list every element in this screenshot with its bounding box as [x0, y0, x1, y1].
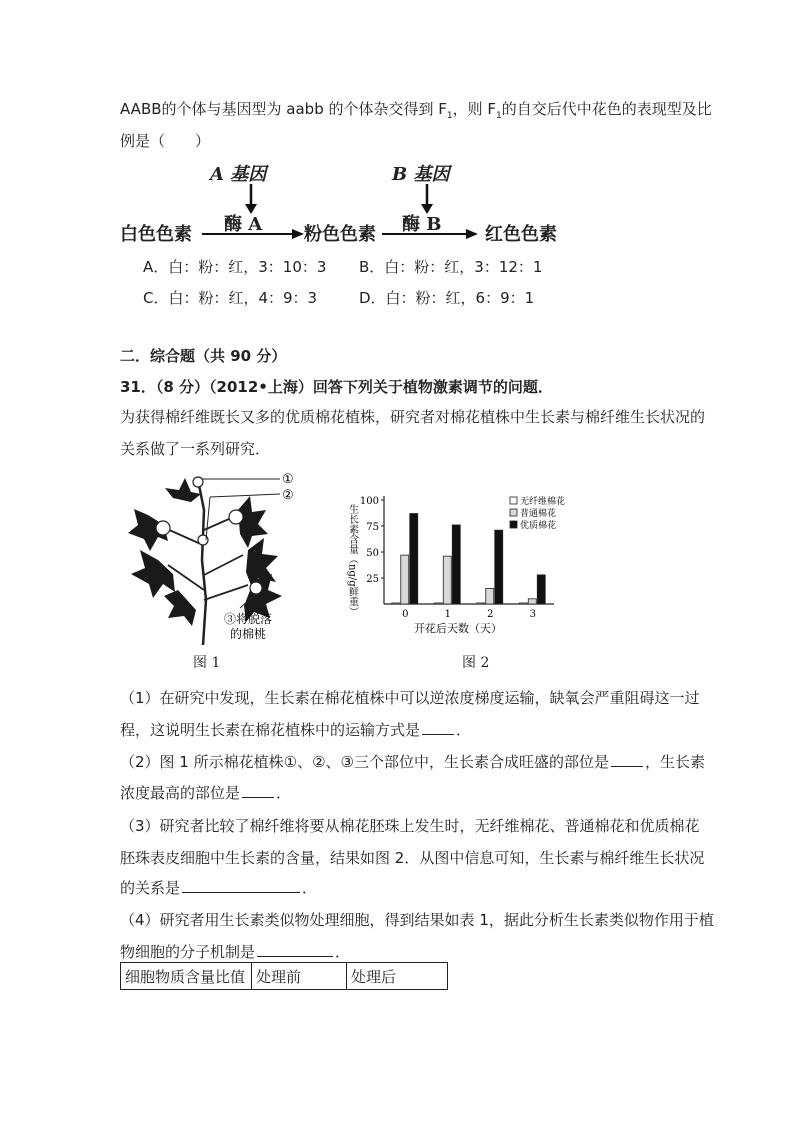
- p2-text-a: （2）图 1 所示棉花植株①、②、③三个部位中，生长素合成旺盛的部位是: [120, 753, 609, 771]
- fig1-mark-1: ①: [282, 472, 294, 487]
- p1-line1: （1）在研究中发现，生长素在棉花植株中可以逆浓度梯度运输，缺氧会严重阻碍这一过: [120, 689, 700, 707]
- period: ．: [335, 943, 351, 961]
- bar-0-1: [434, 603, 442, 604]
- legend: [510, 495, 565, 531]
- gene-a-label: A 基因: [210, 164, 267, 185]
- figure1-cotton-plant: [118, 470, 318, 645]
- bar-0-3: [519, 603, 527, 604]
- y-tick-label: 100: [359, 496, 379, 507]
- bar-0-0: [392, 603, 400, 604]
- x-tick-label: 1: [444, 609, 451, 620]
- p2-line2: [120, 782, 291, 803]
- period: ．: [456, 721, 472, 739]
- table-header-cell: 细胞物质含量比值: [121, 963, 252, 990]
- figure2-label: 图 2: [462, 655, 490, 671]
- legend-swatch: [510, 521, 517, 528]
- option-b[interactable]: B．白：粉：红，3：12：1: [359, 258, 543, 276]
- p2-line1: [120, 751, 705, 772]
- answer-blank-3[interactable]: [242, 783, 274, 798]
- bar-1-3: [528, 599, 536, 604]
- question-stem-line2: 例是（ ）: [120, 132, 211, 150]
- bar-2-3: [537, 575, 545, 604]
- x-tick-label: 3: [529, 609, 536, 620]
- p3-line1: （3）研究者比较了棉纤维将要从棉花胚珠上发生时，无纤维棉花、普通棉花和优质棉花: [120, 817, 700, 835]
- answer-blank-4[interactable]: [182, 878, 300, 893]
- q31-header: 31．（8 分）（2012•上海）回答下列关于植物激素调节的问题．: [120, 378, 553, 396]
- answer-blank-1[interactable]: [422, 720, 454, 735]
- label-line-2: [210, 494, 280, 497]
- legend-label: 无纤维棉花: [520, 497, 566, 507]
- fig1-mark-2: ②: [282, 488, 294, 503]
- subscript-1: 1: [446, 111, 453, 121]
- bar-2-2: [495, 530, 503, 604]
- p3-line3: [120, 877, 317, 898]
- y-axis-title: 生长素含量（ng/g鲜重）: [346, 504, 358, 617]
- x-tick-labels: [402, 609, 536, 620]
- legend-label: 优质棉花: [520, 521, 557, 531]
- p3-text: 的关系是: [120, 879, 181, 897]
- white-pigment-label: 白色色素: [120, 224, 192, 245]
- table-1: [120, 962, 448, 990]
- figure1-label: 图 1: [193, 655, 221, 671]
- legend-swatch: [510, 509, 517, 516]
- figure2-bar-chart: [338, 490, 578, 640]
- table-header-row: [121, 963, 448, 990]
- p4-text: 物细胞的分子机制是: [120, 943, 256, 961]
- x-tick-label: 2: [487, 609, 494, 620]
- y-tick-label: 75: [366, 522, 379, 533]
- bar-2-1: [452, 525, 460, 604]
- p2-text-c: 浓度最高的部位是: [120, 784, 241, 802]
- stem-text-b: ，则 F: [452, 100, 497, 118]
- table-header-cell: 处理后: [347, 963, 448, 990]
- legend-swatch: [510, 497, 517, 504]
- section-title: 二．综合题（共 90 分）: [120, 347, 287, 365]
- q31-intro-line1: 为获得棉纤维既长又多的优质棉花植株，研究者对棉花植株中生长素与棉纤维生长状况的: [120, 408, 706, 426]
- red-pigment-label: 红色色素: [485, 224, 557, 245]
- bar-1-0: [401, 555, 409, 604]
- enzyme-a-arrowhead: [292, 229, 304, 239]
- p1-text: 程，这说明生长素在棉花植株中的运输方式是: [120, 721, 421, 739]
- x-axis-title: 开花后天数（天）: [414, 622, 502, 635]
- y-tick-label: 50: [366, 548, 379, 559]
- p3-line2: 胚珠表皮细胞中生长素的含量，结果如图 2．从图中信息可知，生长素与棉纤维生长状况: [120, 849, 705, 867]
- period: ．: [302, 879, 318, 897]
- y-tick-label: 25: [366, 574, 379, 585]
- fig1-mark-3-line1: ③将脱落: [224, 612, 273, 626]
- answer-blank-5[interactable]: [257, 942, 333, 957]
- bar-1-1: [443, 556, 451, 604]
- gene-b-label: B 基因: [392, 164, 450, 185]
- option-c[interactable]: C．白：粉：红，4：9：3: [143, 289, 318, 307]
- table-header-cell: 处理前: [252, 963, 347, 990]
- stem-text-a: AABB的个体与基因型为 aabb 的个体杂交得到 F: [120, 100, 447, 118]
- bar-2-0: [410, 514, 418, 604]
- enzyme-b-label: 酶 B: [402, 214, 442, 235]
- bar-0-2: [477, 603, 485, 604]
- x-tick-label: 0: [402, 609, 409, 620]
- main-stem: [198, 480, 206, 645]
- question-stem-line1: [120, 98, 712, 121]
- option-d[interactable]: D．白：粉：红，6：9：1: [359, 289, 535, 307]
- subscript-2: 1: [496, 111, 502, 121]
- p4-line2: [120, 941, 350, 962]
- fig1-mark-3-line2: 的棉桃: [230, 627, 267, 641]
- enzyme-b-arrowhead: [466, 229, 478, 239]
- enzyme-a-label: 酶 A: [224, 214, 263, 235]
- p4-line1: （4）研究者用生长素类似物处理细胞，得到结果如表 1，据此分析生长素类似物作用于植: [120, 911, 714, 929]
- period: ．: [276, 784, 292, 802]
- p2-text-b: ，生长素: [644, 753, 705, 771]
- p1-line2: [120, 719, 471, 740]
- option-a[interactable]: A．白：粉：红，3：10：3: [143, 258, 327, 276]
- pigment-pathway-diagram: [120, 158, 580, 248]
- label-line-2b: [206, 497, 210, 540]
- pink-pigment-label: 粉色色素: [304, 224, 376, 245]
- stem-text-c: 的自交后代中花色的表现型及比: [501, 100, 712, 118]
- q31-intro-line2: 关系做了一系列研究．: [120, 440, 271, 458]
- answer-blank-2[interactable]: [611, 752, 643, 767]
- bar-1-2: [486, 588, 494, 604]
- legend-label: 普通棉花: [520, 509, 557, 519]
